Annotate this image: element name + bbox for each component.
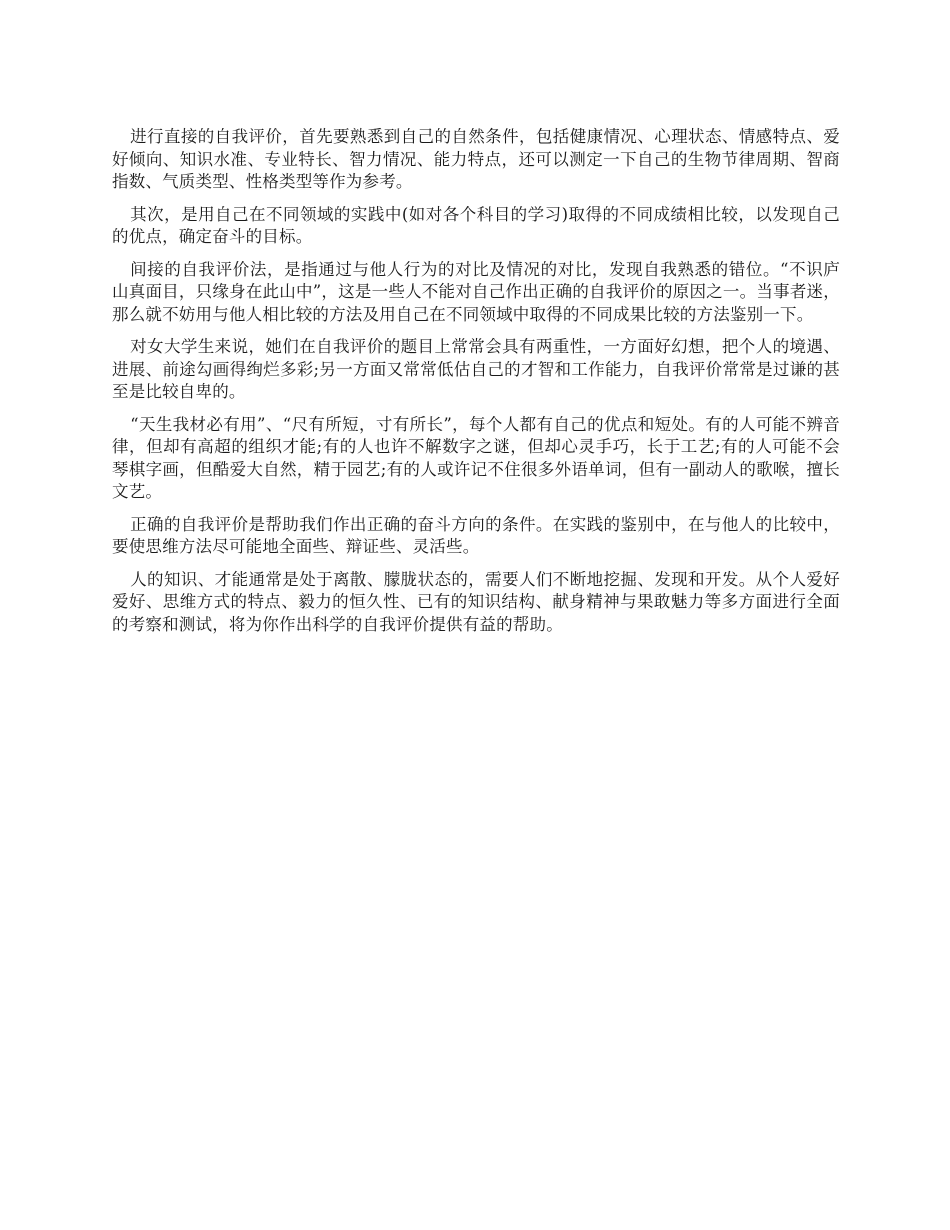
- paragraph-1: 进行直接的自我评价，首先要熟悉到自己的自然条件，包括健康情况、心理状态、情感特点、爱好倾向、知识水准、专业特长、智力情况、能力特点，还可以测定一下自己的生物节律周期、智商指数、气质类型、性格类型等作为参考。: [112, 127, 840, 191]
- paragraph-7: 人的知识、才能通常是处于离散、朦胧状态的，需要人们不断地挖掘、发现和开发。从个人爱好爱好、思维方式的特点、毅力的恒久性、已有的知识结构、献身精神与果敢魅力等多方面进行全面的考察和测试，将为你作出科学的自我评价提供有益的帮助。: [112, 569, 840, 634]
- paragraph-5: “天生我材必有用”、“尺有所短，寸有所长”，每个人都有自己的优点和短处。有的人可能不辨音律，但却有高超的组织才能;有的人也许不解数字之谜，但却心灵手巧，长于工艺;有的人可能不会琴棋字画，但酷爱大自然，精于园艺;有的人或许记不住很多外语单词，但有一副动人的歌喉，擅长文艺。: [112, 414, 840, 501]
- paragraph-3: 间接的自我评价法，是指通过与他人行为的对比及情况的对比，发现自我熟悉的错位。“不识庐山真面目，只缘身在此山中”，这是一些人不能对自己作出正确的自我评价的原因之一。当事者迷，那么就不妨用与他人相比较的方法及用自己在不同领域中取得的不同成果比较的方法鉴别一下。: [112, 259, 840, 324]
- paragraph-2: 其次，是用自己在不同领域的实践中(如对各个科目的学习)取得的不同成绩相比较，以发现自己的优点，确定奋斗的目标。: [112, 204, 840, 246]
- document-body: [112, 126, 840, 646]
- paragraph-6: 正确的自我评价是帮助我们作出正确的奋斗方向的条件。在实践的鉴别中，在与他人的比较中，要使思维方法尽可能地全面些、辩证些、灵活些。: [112, 514, 840, 556]
- paragraph-4: 对女大学生来说，她们在自我评价的题目上常常会具有两重性，一方面好幻想，把个人的境遇、进展、前途勾画得绚烂多彩;另一方面又常常低估自己的才智和工作能力，自我评价常常是过谦的甚至是比较自卑的。: [112, 337, 840, 401]
